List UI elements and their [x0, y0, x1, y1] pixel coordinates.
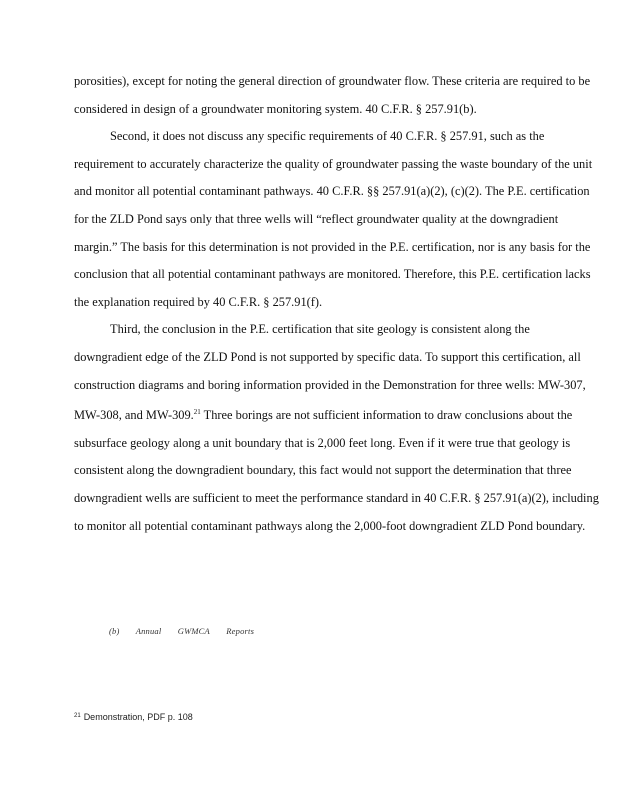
body-text: [74, 68, 600, 540]
heading-word-annual: Annual: [135, 626, 162, 636]
paragraph-continuation: porosities), except for noting the general direction of groundwater flow. These criteria are required to be considered in design of a groundwater monitoring system. 40 C.F.R. § 257.91(b).: [74, 74, 591, 116]
paragraph-second: Second, it does not discuss any specific requirements of 40 C.F.R. § 257.91, such as the requirement to accurately characterize the quality of groundwater passing the waste boundary of the unit and monitor all potential contaminant pathways. 40 C.F.R. §§ 257.91(a)(2), (c)(2). The P.E. certification for the ZLD Pond says only that three wells will “reflect groundwater quality at the downgradient margin.” The basis for this determination is not provided in the P.E. certification, nor is any basis for the conclusion that all potential contaminant pathways are monitored. Therefore, this P.E. certification lacks the explanation required by 40 C.F.R. § 257.91(f).: [74, 129, 593, 309]
paragraph-third: [74, 316, 600, 540]
footnote: [74, 712, 193, 722]
heading-word-gwmca: GWMCA: [177, 626, 210, 636]
footnote-text: Demonstration, PDF p. 108: [83, 712, 193, 722]
footnote-reference[interactable]: 21: [193, 408, 201, 417]
heading-marker: (b): [109, 626, 120, 636]
paragraph-third-text: Third, the conclusion in the P.E. certification that site geology is consistent along the downgradient edge of the ZLD Pond is not supported by specific data. To support this certification, all construction diagrams and boring information provided in the Demonstration for three wells: MW-307, MW-308, and MW-309.: [74, 322, 586, 423]
heading-word-reports: Reports: [226, 626, 255, 636]
footnote-number: 21: [74, 713, 81, 719]
section-heading: [109, 626, 268, 636]
paragraph-third-continued: Three borings are not sufficient information to draw conclusions about the subsurface geology along a unit boundary that is 2,000 feet long. Even if it were true that geology is consistent along the downgradient boundary, this fact would not support the determination that three downgradient wells are sufficient to meet the performance standard in 40 C.F.R. § 257.91(a)(2), including to monitor all potential contaminant pathways along the 2,000-foot downgradient ZLD Pond boundary.: [74, 408, 599, 533]
